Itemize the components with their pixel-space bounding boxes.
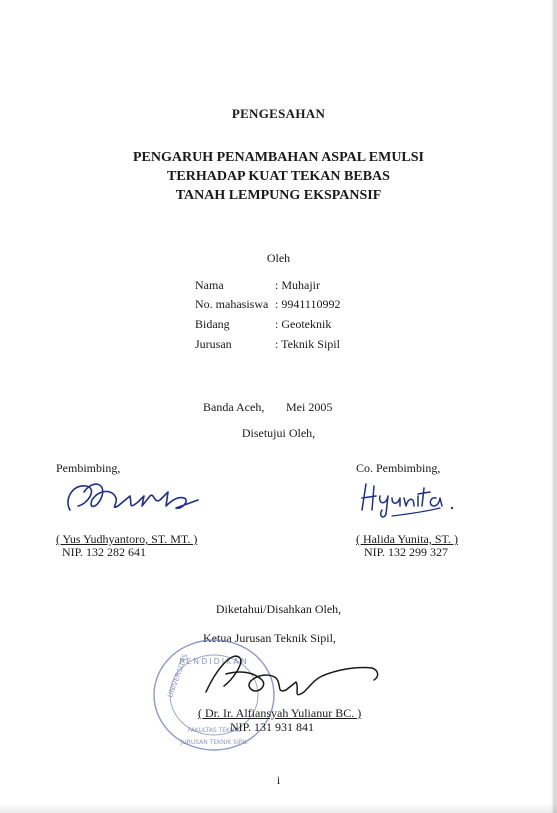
page-bottom-shadow: [0, 803, 557, 813]
title-line-1: PENGARUH PENAMBAHAN ASPAL EMULSI: [132, 150, 425, 165]
info-key: No. mahasiswa: [195, 297, 269, 311]
info-row-name: [195, 278, 320, 293]
advisor-name: ( Yus Yudhyantoro, ST. MT. ): [56, 532, 198, 546]
info-key: Nama: [195, 278, 224, 292]
advisor-signature: [58, 470, 208, 530]
co-advisor-nip: NIP. 132 299 327: [364, 545, 449, 559]
co-advisor-signature: [352, 474, 462, 524]
info-value: : 9941110992: [275, 297, 341, 311]
info-value: : Geoteknik: [275, 317, 332, 331]
info-row-field: [195, 317, 331, 332]
info-value: : Muhajir: [275, 278, 320, 292]
info-value: : Teknik Sipil: [275, 337, 340, 351]
head-name: ( Dr. Ir. Alfiansyah Yulianur BC. ): [198, 706, 362, 720]
info-key: Jurusan: [195, 337, 232, 351]
head-role: Ketua Jurusan Teknik Sipil,: [203, 631, 336, 645]
acknowledged-by-label: Diketahui/Disahkan Oleh,: [215, 602, 342, 616]
svg-text:UNIVERSITAS: UNIVERSITAS: [166, 652, 190, 699]
page-number: i: [276, 773, 281, 787]
info-key: Bidang: [195, 317, 230, 331]
date-label: Mei 2005: [286, 400, 333, 414]
thesis-title: [0, 148, 557, 205]
advisor-role: Pembimbing,: [56, 461, 121, 475]
approved-by-label: Disetujui Oleh,: [241, 426, 316, 440]
info-row-student-number: [195, 297, 340, 312]
title-line-2: TERHADAP KUAT TEKAN BEBAS: [167, 169, 390, 184]
svg-text:PENDIDIKAN: PENDIDIKAN: [179, 657, 249, 666]
head-signature: [196, 640, 386, 710]
page-heading: PENGESAHAN: [231, 106, 326, 121]
by-label: Oleh: [266, 251, 291, 265]
co-advisor-name: ( Halida Yunita, ST. ): [356, 532, 458, 546]
advisor-nip: NIP. 132 282 641: [62, 545, 147, 559]
svg-text:FAKULTAS TEKNIK: FAKULTAS TEKNIK: [187, 727, 241, 734]
svg-text:JURUSAN TEKNIK SIPIL: JURUSAN TEKNIK SIPIL: [180, 739, 248, 746]
title-line-3: TANAH LEMPUNG EKSPANSIF: [175, 188, 382, 203]
co-advisor-role: Co. Pembimbing,: [356, 461, 441, 475]
head-nip: NIP. 131 931 841: [230, 720, 315, 734]
info-row-department: [195, 337, 340, 352]
place-label: Banda Aceh,: [203, 400, 265, 414]
